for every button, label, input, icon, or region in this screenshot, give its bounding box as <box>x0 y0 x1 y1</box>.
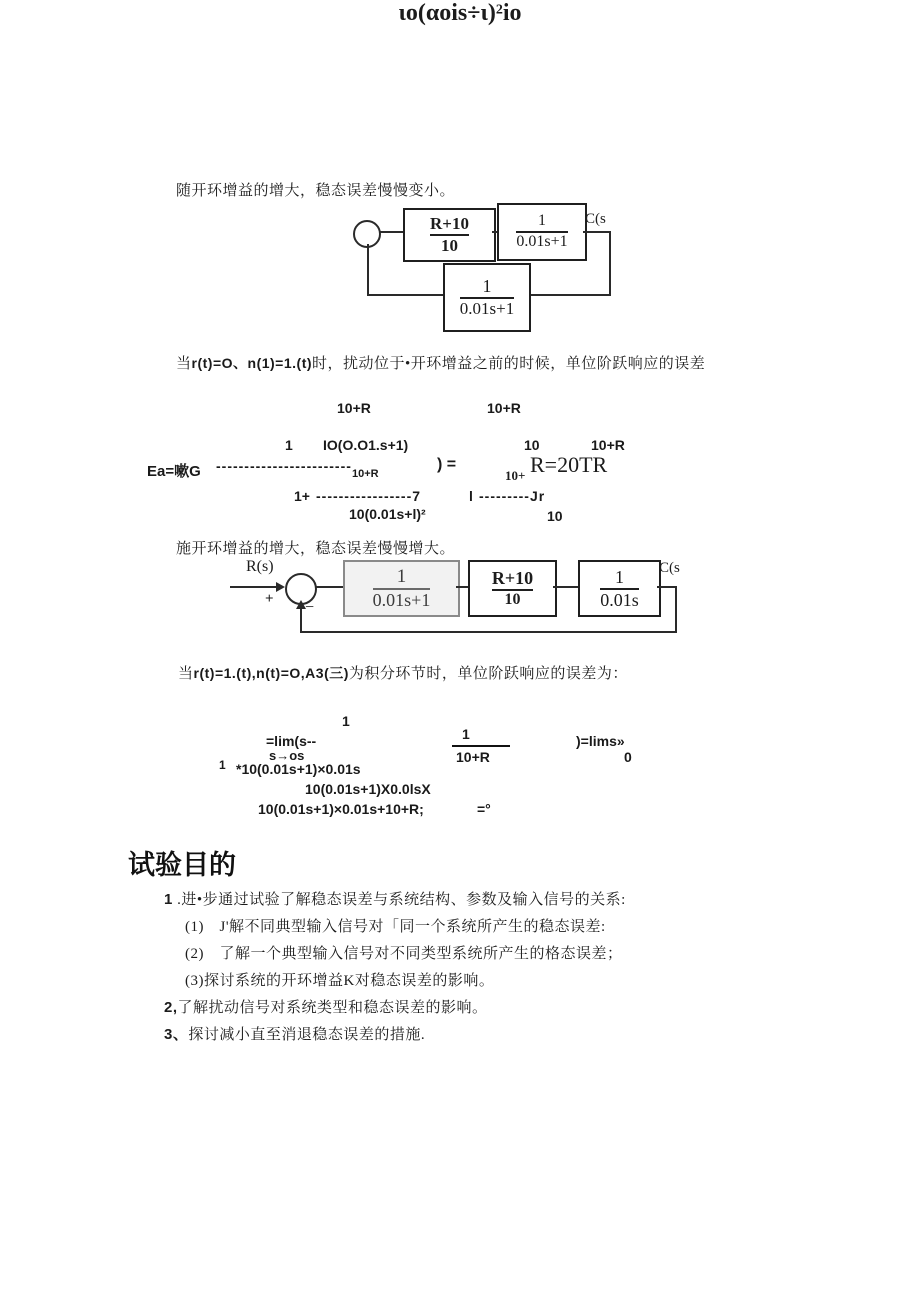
paragraph-gain-increase: 施开环增益的增大，稳态误差慢慢增大。 <box>176 541 456 557</box>
block-integrator-denominator: 0.01s <box>600 589 639 610</box>
block-integrator <box>578 560 661 617</box>
feedback-line <box>527 294 611 296</box>
plant-block <box>497 203 587 261</box>
title-formula-sup: 2 <box>495 2 503 18</box>
paragraph-math-inline: r(t)=O、n(1)=1.(t) <box>191 355 313 371</box>
title-formula-main: ιο(αois÷ι) <box>398 0 496 26</box>
formula1-denominator: 10(0.01s+l)² <box>349 506 426 522</box>
title-formula-tail: io <box>502 0 522 26</box>
formula2-term: 1 <box>219 758 226 772</box>
gain-block <box>403 208 496 262</box>
feedback-block-denominator: 0.01s+1 <box>459 299 515 319</box>
list-item-text: 探讨减小直至消退稳态误差的措施. <box>188 1027 426 1043</box>
gain-block-denominator: 10 <box>441 236 458 255</box>
formula1-dash-rule: ---------Jr <box>479 488 546 504</box>
formula1-term: 1+ <box>294 488 310 504</box>
paragraph-text: 当 <box>176 356 192 372</box>
list-item <box>185 942 623 963</box>
list-item <box>164 1023 425 1044</box>
paragraph-gain-decrease: 随开环增益的增大，稳态误差慢慢变小。 <box>176 183 456 199</box>
gain-block-numerator: R+10 <box>430 214 469 234</box>
list-item <box>164 996 488 1017</box>
formula2-limit-sub: s→os <box>269 748 305 763</box>
output-label: C(s <box>659 560 680 576</box>
paragraph-integrator-case <box>178 662 628 683</box>
section-heading: 试验目的 <box>128 850 236 880</box>
block-lag-numerator: 1 <box>396 566 407 588</box>
formula2-frac-denominator: 10+R <box>456 749 490 765</box>
feedback-line <box>300 631 677 633</box>
paragraph-text: 时，扰动位于•开环增益之前的时候，单位阶跃响应的误差 <box>312 356 706 372</box>
feedback-block <box>443 263 531 332</box>
formula2-term: )=lims» <box>576 733 625 749</box>
block-integrator-numerator: 1 <box>614 566 624 587</box>
signal-line <box>315 586 343 588</box>
formula1-result-sub: 10+ <box>505 468 526 483</box>
signal-line <box>553 586 578 588</box>
paragraph-text: 为积分环节时，单位阶跃响应的误差为： <box>348 666 628 682</box>
list-item-text: .进•步通过试验了解稳态误差与系统结构、参数及输入信号的关系: <box>172 892 626 908</box>
list-item-number: 2, <box>164 999 178 1016</box>
output-label: C(s <box>585 211 606 227</box>
block-gain <box>468 560 557 617</box>
formula1-term: 10+R <box>352 468 379 480</box>
plant-block-numerator: 1 <box>538 212 546 230</box>
formula2-term: =° <box>477 801 491 817</box>
formula2-term: 1 <box>342 713 350 729</box>
list-item <box>185 969 494 990</box>
feedback-line <box>300 605 302 633</box>
signal-line <box>657 586 677 588</box>
plant-block-denominator: 0.01s+1 <box>516 233 568 250</box>
list-item-number: 3、 <box>164 1026 189 1043</box>
plus-sign: + <box>265 591 274 607</box>
list-item <box>185 915 606 936</box>
arrowhead-icon <box>296 600 306 609</box>
list-item-text: 了解扰动信号对系统类型和稳态误差的影响。 <box>177 1000 488 1016</box>
fraction-bar <box>452 745 510 747</box>
minus-sign: − <box>305 599 315 616</box>
formula1-term: 10+R <box>487 400 521 416</box>
formula2-term: 10(0.01s+1)X0.0lsX <box>305 781 431 797</box>
signal-line <box>583 231 611 233</box>
list-item-number: 1 <box>164 891 173 908</box>
formula1-term: 10+R <box>591 437 625 453</box>
title-formula <box>0 0 920 27</box>
signal-line <box>379 231 403 233</box>
formula1-term: 10 <box>524 437 540 453</box>
formula2-term: 0 <box>624 749 632 765</box>
paragraph-math-inline: r(t)=1.(t),n(t)=O,A3(三) <box>193 665 349 681</box>
feedback-line <box>675 586 677 633</box>
feedback-line <box>367 244 369 296</box>
list-item <box>164 888 626 909</box>
signal-line <box>230 586 278 588</box>
list-item-text: (2) 了解一个典型输入信号对不同类型系统所产生的格态误差； <box>185 946 623 962</box>
formula2-limit: =lim(s-- <box>266 733 317 749</box>
formula1-dash-rule: -----------------7 <box>316 488 422 504</box>
formula2-term: *10(0.01s+1)×0.01s <box>236 761 361 777</box>
signal-line <box>456 586 468 588</box>
formula1-term: 10 <box>547 508 563 524</box>
formula1-term: ) = <box>437 456 457 473</box>
block-lag-denominator: 0.01s+1 <box>372 590 431 611</box>
paragraph-text: 当 <box>178 666 194 682</box>
list-item-text: (3)探讨系统的开环增益K对稳态误差的影响。 <box>185 973 495 989</box>
block-gain-numerator: R+10 <box>491 567 534 588</box>
list-item-text: (1) J'解不同典型输入信号对「同一个系统所产生的稳态误差: <box>185 919 606 935</box>
paragraph-disturbance-case <box>176 352 705 373</box>
formula1-dash-rule: ------------------------ <box>216 458 352 474</box>
formula1-term: l <box>469 488 473 504</box>
feedback-line <box>609 231 611 296</box>
input-label: R(s) <box>246 558 274 575</box>
formula2-frac-numerator: 1 <box>462 726 470 742</box>
formula1-term: 1 <box>285 437 293 453</box>
block-lag <box>343 560 460 617</box>
feedback-block-numerator: 1 <box>482 276 492 297</box>
formula2-denominator: 10(0.01s+1)×0.01s+10+R; <box>258 801 424 817</box>
feedback-line <box>367 294 443 296</box>
formula1-lhs: Ea=嗽G <box>147 463 201 480</box>
block-gain-denominator: 10 <box>504 590 521 608</box>
formula1-result: R=20TR <box>530 452 608 477</box>
arrowhead-icon <box>276 582 285 592</box>
formula1-term: IO(O.O1.s+1) <box>323 437 409 453</box>
formula1-term: 10+R <box>337 400 371 416</box>
